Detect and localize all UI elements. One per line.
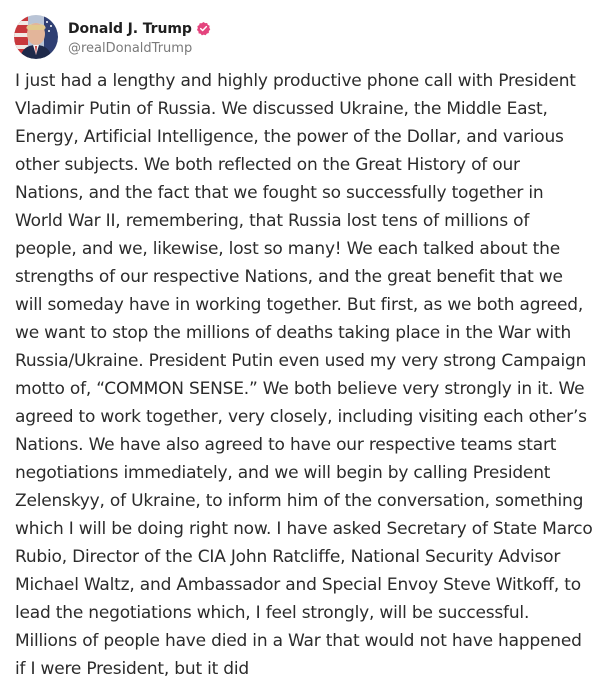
author-display-name[interactable]: Donald J. Trump <box>68 20 192 37</box>
author-handle[interactable]: @realDonaldTrump <box>68 40 193 56</box>
verified-badge-icon <box>196 21 211 36</box>
name-row <box>68 19 211 39</box>
post-header <box>14 14 211 60</box>
avatar[interactable] <box>14 15 58 59</box>
avatar-image <box>14 15 58 59</box>
post-body-text: I just had a lengthy and highly productive phone call with President Vladimir Putin of Russia. We discussed Ukraine, the Middle East, Energy, Artificial Intelligence, the power of the Dollar, and various other subjects. We both reflected on the Great History of our Nations, and the fact that we fought so successfully together in World War II, remembering, that Russia lost tens of millions of people, and we, likewise, lost so many! We each talked about the strengths of our respective Nations, and the great benefit that we will someday have in working together. But first, as we both agreed, we want to stop the millions of deaths taking place in the War with Russia/Ukraine. President Putin even used my very strong Campaign motto of, “COMMON SENSE.” We both believe very strongly in it. We agreed to work together, very closely, including visiting each other’s Nations. We have also agreed to have our respective teams start negotiations immediately, and we will begin by calling President Zelenskyy, of Ukraine, to inform him of the conversation, something which I will be doing right now. I have asked Secretary of State Marco Rubio, Director of the CIA John Ratcliffe, National Security Advisor Michael Waltz, and Ambassador and Special Envoy Steve Witkoff, to lead the negotiations which, I feel strongly, will be successful. Millions of people have died in a War that would not have happened if I were President, but it did <box>15 71 598 679</box>
author-identity <box>68 19 211 56</box>
